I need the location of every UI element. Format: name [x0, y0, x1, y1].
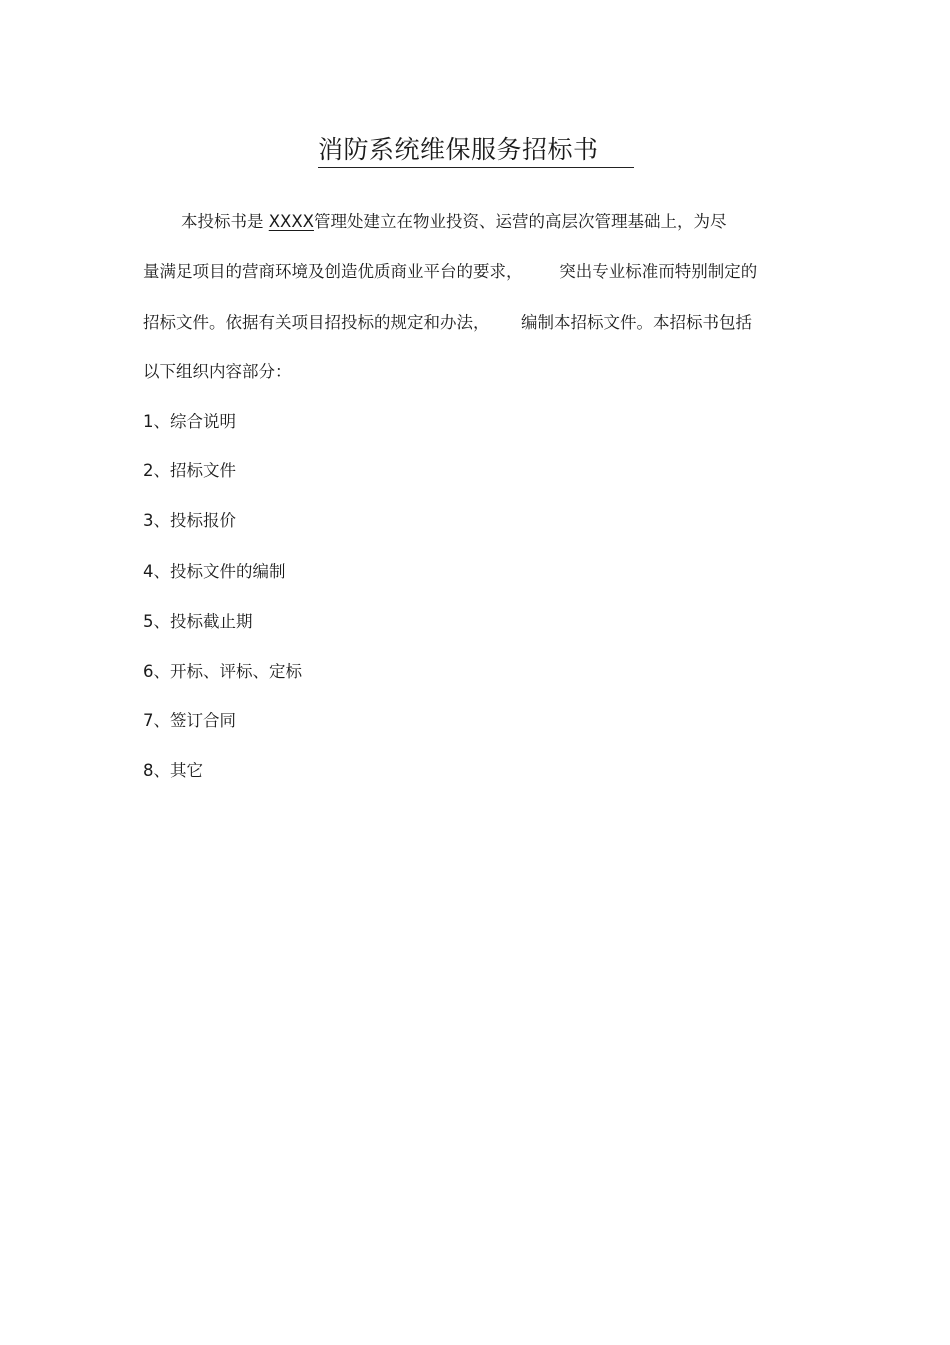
intro-line-4: 以下组织内容部分： [143, 362, 292, 381]
intro-line-3: 招标文件。依据有关项目招投标的规定和办法， 编制本招标文件。本招标书包括 [143, 313, 752, 332]
section-item: 5、投标截止期 [143, 612, 253, 631]
section-item: 8、其它 [143, 761, 203, 780]
intro-line-1-pre: 本投标书是 [181, 212, 269, 231]
section-item: 1、综合说明 [143, 412, 236, 431]
section-item: 6、开标、评标、定标 [143, 662, 302, 681]
placeholder-name: XXXX [268, 212, 314, 231]
document-title: 消防系统维保服务招标书 [318, 133, 634, 168]
section-item: 4、投标文件的编制 [143, 562, 286, 581]
section-item: 3、投标报价 [143, 511, 236, 530]
intro-line-1 [181, 211, 726, 233]
intro-line-2: 量满足项目的营商环境及创造优质商业平台的要求， 突出专业标准而特别制定的 [143, 262, 758, 281]
section-item: 2、招标文件 [143, 461, 236, 480]
section-item: 7、签订合同 [143, 711, 236, 730]
intro-line-1-post: 管理处建立在物业投资、运营的高层次管理基础上，为尽 [313, 212, 727, 231]
